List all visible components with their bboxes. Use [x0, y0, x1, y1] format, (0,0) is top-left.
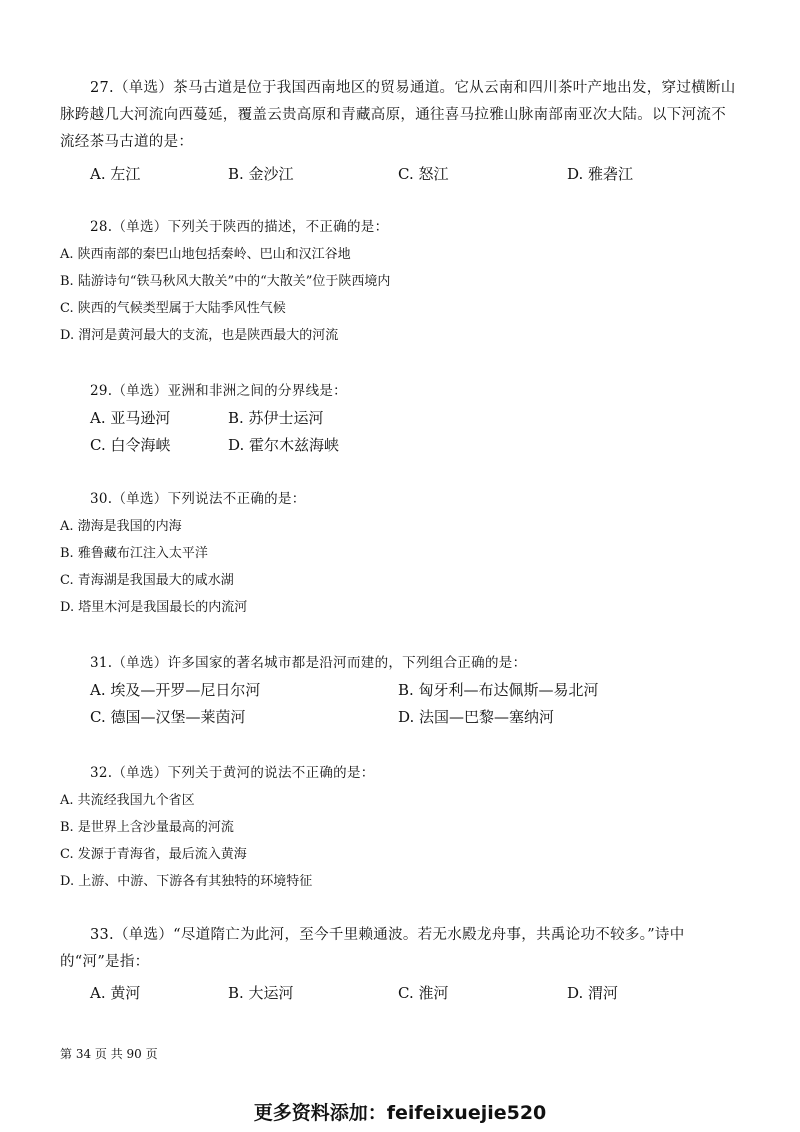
option-c: C. 淮河: [398, 984, 449, 1002]
question-stem: 30.（单选）下列说法不正确的是：: [90, 491, 306, 507]
question-stem: 28.（单选）下列关于陕西的描述，不正确的是：: [90, 219, 389, 235]
option-a: A. 左江: [90, 165, 141, 183]
option-c: C. 陕西的气候类型属于大陆季风性气候: [60, 301, 286, 316]
option-d: D. 霍尔木兹海峡: [228, 436, 340, 454]
question-stem: 32.（单选）下列关于黄河的说法不正确的是：: [90, 765, 375, 781]
option-b: B. 苏伊士运河: [228, 409, 324, 427]
question-31: [60, 650, 740, 731]
question-30: [60, 486, 740, 621]
page-number: 第 34 页 共 90 页: [60, 1047, 158, 1061]
option-b: B. 是世界上含沙量最高的河流: [60, 820, 234, 835]
option-b: B. 大运河: [228, 984, 294, 1002]
question-stem: 29.（单选）亚洲和非洲之间的分界线是：: [90, 383, 347, 399]
option-a: A. 亚马逊河: [90, 409, 171, 427]
option-d: D. 渭河是黄河最大的支流，也是陕西最大的河流: [60, 328, 339, 343]
option-c: C. 德国—汉堡—莱茵河: [90, 708, 246, 726]
question-29: [60, 378, 740, 459]
option-a: A. 黄河: [90, 984, 141, 1002]
promo-text: 更多资料添加：feifeixuejie520: [253, 1102, 547, 1124]
question-stem: 31.（单选）许多国家的著名城市都是沿河而建的，下列组合正确的是：: [90, 655, 527, 671]
question-32: [60, 760, 740, 895]
option-a: A. 渤海是我国的内海: [60, 519, 182, 534]
option-d: D. 雅砻江: [567, 165, 634, 183]
option-d: D. 法国—巴黎—塞纳河: [398, 708, 555, 726]
option-a: A. 共流经我国九个省区: [60, 793, 195, 808]
option-d: D. 塔里木河是我国最长的内流河: [60, 600, 248, 615]
option-b: B. 匈牙利—布达佩斯—易北河: [398, 681, 599, 699]
option-d: D. 渭河: [567, 984, 619, 1002]
option-b: B. 金沙江: [228, 165, 294, 183]
option-c: C. 怒江: [398, 165, 449, 183]
option-d: D. 上游、中游、下游各有其独特的环境特征: [60, 874, 313, 889]
option-a: A. 陕西南部的秦巴山地包括秦岭、巴山和汉江谷地: [60, 247, 351, 262]
option-a: A. 埃及—开罗—尼日尔河: [90, 681, 261, 699]
option-b: B. 陆游诗句“铁马秋风大散关”中的“大散关”位于陕西境内: [60, 274, 391, 289]
question-27: [60, 75, 740, 188]
question-stem: 27.（单选）茶马古道是位于我国西南地区的贸易通道。它从云南和四川茶叶产地出发，穿过横断山脉跨越几大河流向西蔓延，覆盖云贵高原和青藏高原，通往喜马拉雅山脉南部南亚次大陆。以下河流不流经茶马古道的是：: [60, 80, 736, 150]
question-stem: 33.（单选）“尽道隋亡为此河，至今千里赖通波。若无水殿龙舟事，共禹论功不较多。”诗中的“河”是指：: [60, 927, 685, 970]
option-c: C. 青海湖是我国最大的咸水湖: [60, 573, 234, 588]
option-c: C. 白令海峡: [90, 436, 171, 454]
option-c: C. 发源于青海省，最后流入黄海: [60, 847, 247, 862]
question-33: [60, 922, 740, 1007]
question-28: [60, 214, 740, 349]
option-b: B. 雅鲁藏布江注入太平洋: [60, 546, 208, 561]
